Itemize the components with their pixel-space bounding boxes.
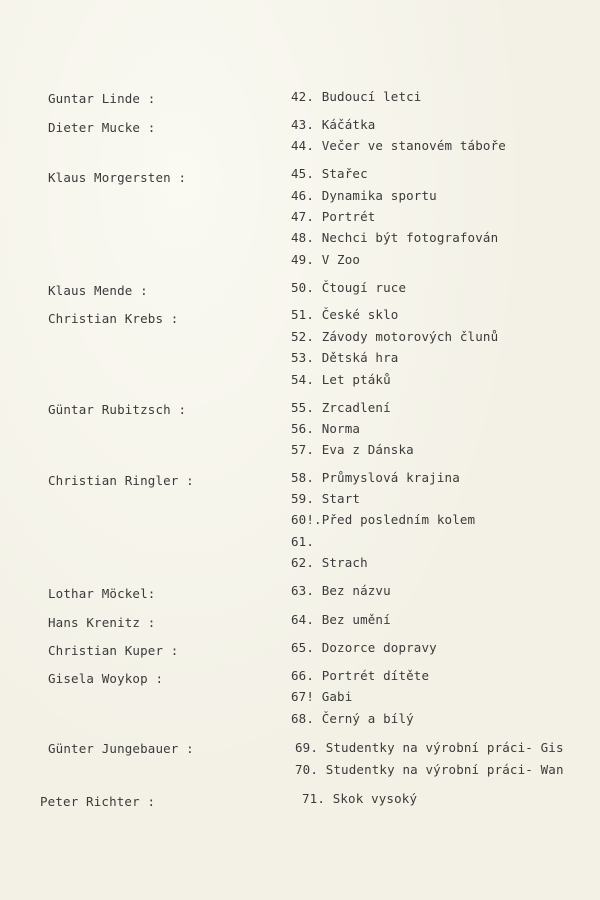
photo-title: 61. (291, 534, 315, 549)
photo-title: 51. České sklo (291, 307, 399, 322)
photographer-name: Günter Jungebauer : (48, 741, 194, 756)
photo-title: 45. Stařec (291, 166, 368, 181)
photo-title: 57. Eva z Dánska (291, 442, 414, 457)
photo-title: 42. Budoucí letci (291, 89, 422, 104)
photo-title: 71. Skok vysoký (302, 791, 418, 806)
photo-title: 64. Bez umění (291, 612, 391, 627)
photo-title: 66. Portrét dítěte (291, 668, 430, 683)
photographer-name: Güntar Rubitzsch : (48, 402, 187, 417)
photographer-name: Christian Kuper : (48, 643, 179, 658)
photographer-name: Gisela Woykop : (48, 671, 164, 686)
photo-title: 52. Závody motorových člunů (291, 329, 499, 344)
photo-title: 46. Dynamika sportu (291, 188, 437, 203)
photo-title: 44. Večer ve stanovém táboře (291, 138, 506, 153)
photo-title: 65. Dozorce dopravy (291, 640, 437, 655)
photographer-name: Peter Richter : (40, 794, 156, 809)
photo-title: 69. Studentky na výrobní práci- Gis (295, 740, 564, 755)
photo-title: 43. Káčátka (291, 117, 376, 132)
photographer-name: Christian Krebs : (48, 311, 179, 326)
photo-title: 54. Let ptáků (291, 372, 391, 387)
photo-title: 59. Start (291, 491, 361, 506)
photo-title: 68. Černý a bílý (291, 711, 414, 726)
photographer-name: Klaus Morgersten : (48, 170, 187, 185)
photo-title: 70. Studentky na výrobní práci- Wan (295, 762, 564, 777)
photographer-name: Hans Krenitz : (48, 615, 156, 630)
photographer-name: Klaus Mende : (48, 283, 148, 298)
photographer-name: Guntar Linde : (48, 91, 156, 106)
photographer-name: Lothar Möckel: (48, 586, 156, 601)
photo-title: 63. Bez názvu (291, 583, 391, 598)
photographer-name: Christian Ringler : (48, 473, 194, 488)
photo-title: 53. Dětská hra (291, 350, 399, 365)
photo-title: 55. Zrcadlení (291, 400, 391, 415)
photo-title: 47. Portrét (291, 209, 376, 224)
photo-title: 62. Strach (291, 555, 368, 570)
photo-title: 49. V Zoo (291, 252, 361, 267)
photographer-name: Dieter Mucke : (48, 120, 156, 135)
photo-title: 50. Čtougí ruce (291, 280, 407, 295)
photo-title: 58. Průmyslová krajina (291, 470, 460, 485)
photo-title: 48. Nechci být fotografován (291, 230, 499, 245)
photo-title: 60!.Před posledním kolem (291, 512, 476, 527)
photo-title: 67! Gabi (291, 689, 353, 704)
photo-title: 56. Norma (291, 421, 361, 436)
